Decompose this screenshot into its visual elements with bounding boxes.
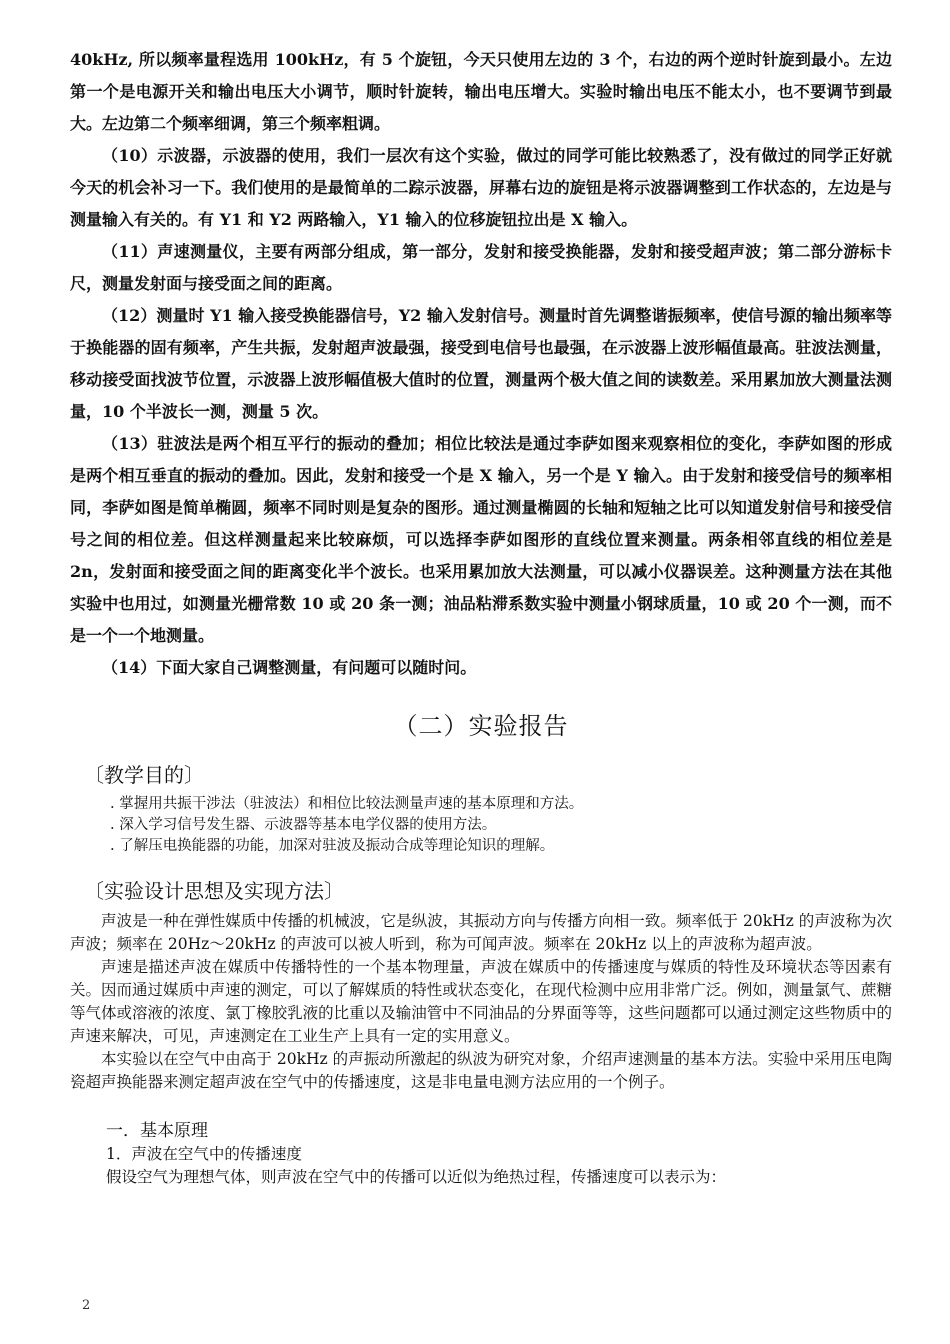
page-number: 2 bbox=[82, 1298, 91, 1313]
list-item: . 深入学习信号发生器、示波器等基本电学仪器的使用方法。 bbox=[110, 817, 497, 833]
design-heading: 〔实验设计思想及实现方法〕 bbox=[84, 879, 344, 903]
principle-heading: 一．基本原理 bbox=[106, 1121, 208, 1141]
paragraph-oscilloscope: （10）示波器，示波器的使用，我们一层次有这个实验，做过的同学可能比较熟悉了，没有做过的同学正好就今天的机会补习一下。我们使用的是最简单的二踪示波器，屏幕右边的旋钮是将示波器调整到工作状态的，左边是与测量输入有关的。有 Y1 和 Y2 两路输入，Y1 输入的位移旋钮拉出是 X 输入。 bbox=[70, 146, 892, 229]
document-page bbox=[70, 44, 892, 1189]
teaching-goals-list bbox=[110, 794, 892, 857]
paragraph-measurement: （12）测量时 Y1 输入接受换能器信号，Y2 输入发射信号。测量时首先调整谐振频率，使信号源的输出频率等于换能器的固有频率，产生共振，发射超声波最强，接受到电信号也最强，在示波器上波形幅值最高。驻波法测量，移动接受面找波节位置，示波器上波形幅值极大值时的位置，测量两个极大值之间的读数差。采用累加放大测量法测量，10 个半波长一测，测量 5 次。 bbox=[70, 306, 892, 421]
paragraph-signal-generator: 40kHz, 所以频率量程选用 100kHz，有 5 个旋钮，今天只使用左边的 3 个，右边的两个逆时针旋到最小。左边第一个是电源开关和输出电压大小调节，顺时针旋转，输出电压增大。实验时输出电压不能太小，也不要调节到最大。左边第二个频率细调，第三个频率粗调。 bbox=[70, 50, 892, 133]
teaching-goals-heading: 〔教学目的〕 bbox=[84, 763, 204, 787]
design-paragraph: 声波是一种在弹性媒质中传播的机械波，它是纵波，其振动方向与传播方向相一致。频率低于 20kHz 的声波称为次声波；频率在 20Hz～20kHz 的声波可以被人听到，称为可闻声波。频率在 20kHz 以上的声波称为超声波。 bbox=[70, 912, 892, 953]
principle-text: 假设空气为理想气体，则声波在空气中的传播可以近似为绝热过程，传播速度可以表示为： bbox=[106, 1168, 727, 1186]
paragraph-sound-meter: （11）声速测量仪，主要有两部分组成，第一部分，发射和接受换能器，发射和接受超声波；第二部分游标卡尺，测量发射面与接受面之间的距离。 bbox=[70, 242, 892, 293]
report-title: （二）实验报告 bbox=[393, 712, 569, 740]
paragraph-self-adjust: （14）下面大家自己调整测量，有问题可以随时问。 bbox=[102, 658, 477, 677]
design-paragraph: 本实验以在空气中由高于 20kHz 的声振动所激起的纵波为研究对象，介绍声速测量的基本方法。实验中采用压电陶瓷超声换能器来测定超声波在空气中的传播速度，这是非电量电测方法应用的一个例子。 bbox=[70, 1050, 892, 1091]
list-item: . 了解压电换能器的功能，加深对驻波及振动合成等理论知识的理解。 bbox=[110, 838, 555, 854]
list-item: . 掌握用共振干涉法（驻波法）和相位比较法测量声速的基本原理和方法。 bbox=[110, 796, 584, 812]
paragraph-lissajous: （13）驻波法是两个相互平行的振动的叠加；相位比较法是通过李萨如图来观察相位的变化，李萨如图的形成是两个相互垂直的振动的叠加。因此，发射和接受一个是 X 输入，另一个是 Y 输入。由于发射和接受信号的频率相同，李萨如图是简单椭圆，频率不同时则是复杂的图形。通过测量椭圆的长轴和短轴之比可以知道发射信号和接受信号之间的相位差。但这样测量起来比较麻烦，可以选择李萨如图形的直线位置来测量。两条相邻直线的相位差是 2n，发射面和接受面之间的距离变化半个波长。也采用累加放大法测量，可以减小仪器误差。这种测量方法在其他实验中也用过，如测量光栅常数 10 或 20 条一测；油品粘滞系数实验中测量小钢球质量，10 或 20 个一测，而不是一个一个地测量。 bbox=[70, 434, 892, 645]
design-paragraph: 声速是描述声波在媒质中传播特性的一个基本物理量，声波在媒质中的传播速度与媒质的特性及环境状态等因素有关。因而通过媒质中声速的测定，可以了解媒质的特性或状态变化，在现代检测中应用非常广泛。例如，测量氯气、蔗糖等气体或溶液的浓度、氯丁橡胶乳液的比重以及输油管中不同油品的分界面等等，这些问题都可以通过测定这些物质中的声速来解决，可见，声速测定在工业生产上具有一定的实用意义。 bbox=[70, 958, 892, 1045]
principle-subheading: 1．声波在空气中的传播速度 bbox=[106, 1145, 302, 1163]
